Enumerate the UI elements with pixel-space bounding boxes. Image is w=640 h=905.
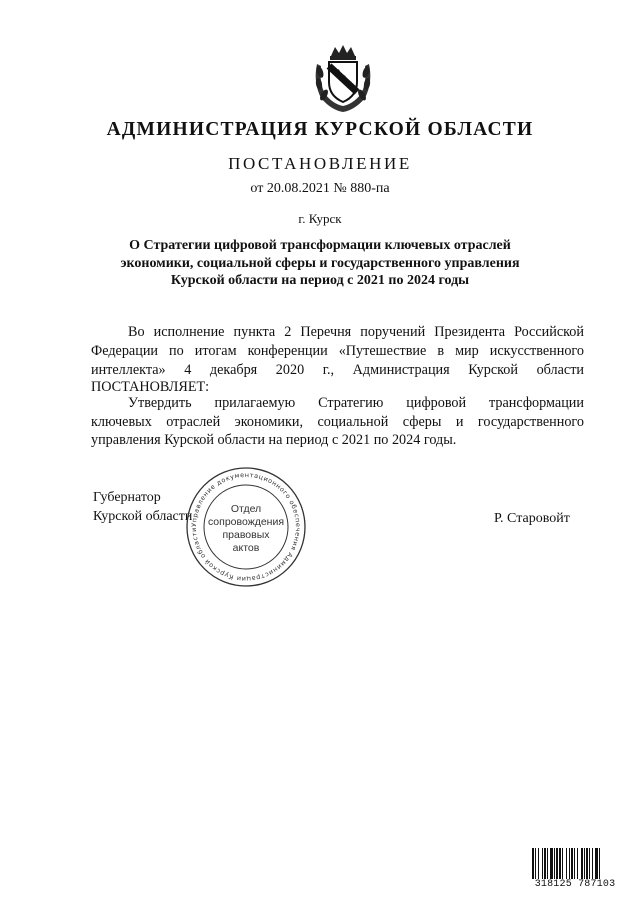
stamp-line: правовых (222, 529, 270, 541)
stamp-line: Отдел (230, 503, 262, 515)
document-barcode (530, 848, 620, 892)
body-line: Во исполнение пункта 2 Перечня поручений Президента Российской (128, 324, 584, 340)
title-line: О Стратегии цифровой трансформации ключевых отраслей (129, 238, 511, 253)
body-line: Утвердить прилагаемую Стратегию цифровой трансформации (128, 395, 584, 411)
stamp-ring-text: Управление документационного обеспечения Администрации Курской области (189, 470, 303, 584)
stamp-line: сопровождения (207, 516, 285, 528)
body-line: ключевых отраслей экономики, социальной сферы и государственного (91, 414, 584, 430)
signatory-region: Курской области (93, 509, 193, 524)
organization-name: АДМИНИСТРАЦИЯ КУРСКОЙ ОБЛАСТИ (106, 119, 534, 140)
document-city: г. Курск (298, 211, 342, 226)
document-title (0, 237, 640, 290)
document-date-number: от 20.08.2021 № 880-па (250, 181, 390, 196)
document-type: ПОСТАНОВЛЕНИЕ (228, 154, 412, 173)
body-line: управления Курской области на период с 2021 по 2024 годы. (91, 432, 457, 448)
title-line: экономики, социальной сферы и государственного управления (120, 255, 520, 271)
body-line: ПОСТАНОВЛЯЕТ: (91, 379, 210, 395)
body-line: Федерации по итогам конференции «Путешествие в мир искусственного (91, 343, 584, 359)
barcode-number: 318125 787103 (530, 879, 620, 890)
signatory-name: Р. Старовойт (494, 511, 570, 526)
stamp-line: актов (232, 542, 260, 554)
body-line: интеллекта» 4 декабря 2020 г., Администрация Курской области (91, 362, 584, 378)
title-line: Курской области на период с 2021 по 2024 годы (170, 273, 470, 288)
signatory-position: Губернатор (93, 490, 161, 505)
coat-of-arms-emblem (311, 42, 375, 114)
official-stamp (184, 465, 308, 589)
